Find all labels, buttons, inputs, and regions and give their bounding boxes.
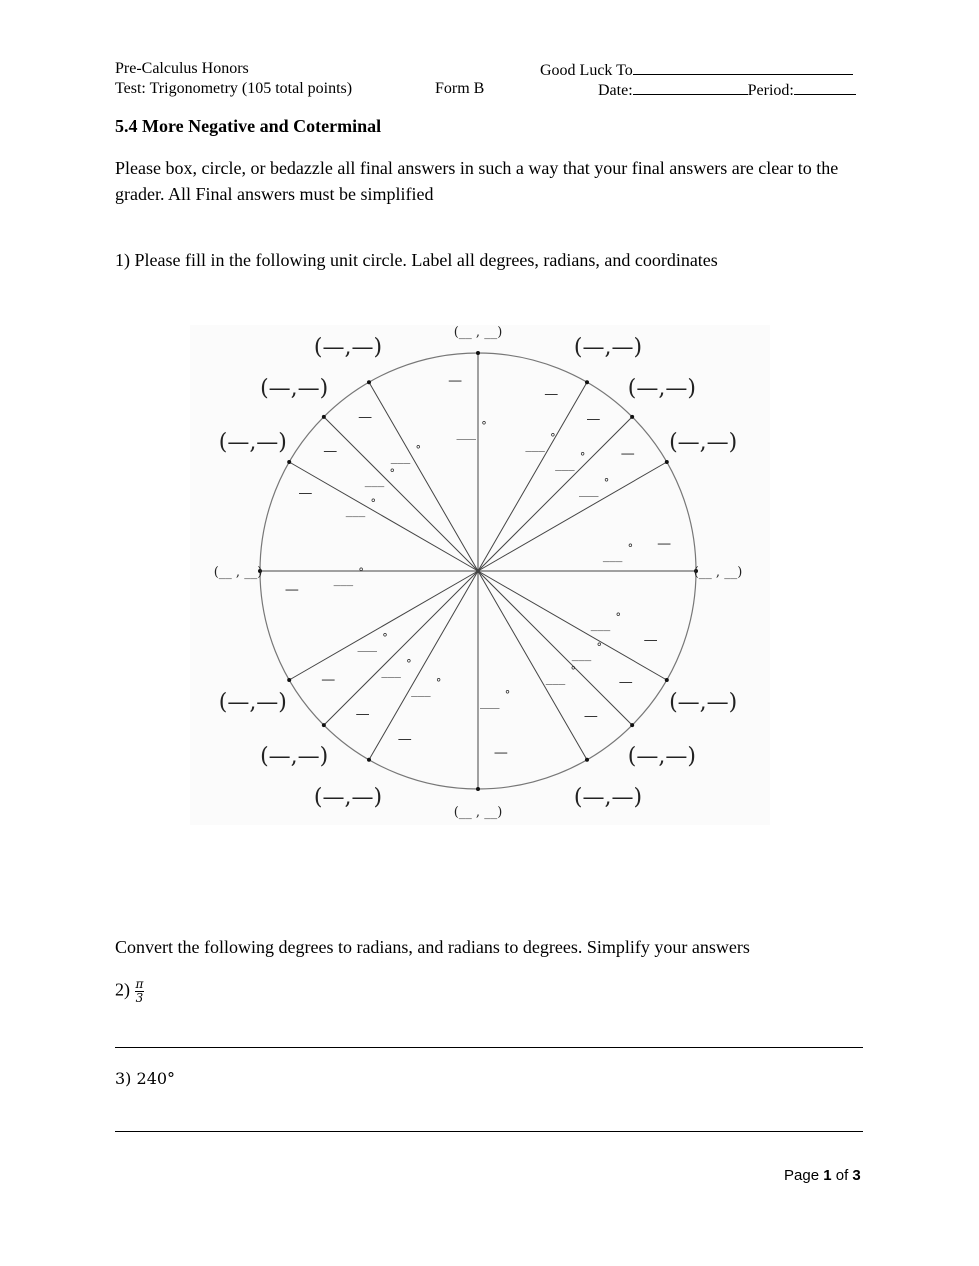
radian-blank-180: — — [284, 581, 299, 598]
degree-blank-0: ___ — [602, 548, 623, 564]
answer-line-3[interactable] — [115, 1131, 863, 1132]
coordinate-label-270: (__ , __) — [453, 805, 503, 820]
question-1: 1) Please fill in the following unit circle. Label all degrees, radians, and coordinates — [115, 250, 718, 270]
fraction-numerator: π — [135, 977, 144, 991]
degree-symbol-210: ° — [382, 631, 388, 645]
radian-blank-210: — — [321, 671, 336, 688]
radian-blank-45: — — [586, 411, 601, 428]
date-blank[interactable] — [633, 79, 748, 95]
period-blank[interactable] — [794, 79, 856, 95]
circle-point-315 — [630, 723, 634, 727]
degree-blank-150: ___ — [345, 502, 366, 518]
date-period-fields[interactable] — [598, 79, 856, 101]
fraction-denominator: 3 — [135, 991, 144, 1005]
course-title: Pre-Calculus Honors — [115, 60, 249, 77]
coordinate-label-150: (—,—) — [218, 430, 287, 455]
radian-blank-0: — — [657, 536, 672, 553]
good-luck-field[interactable] — [540, 59, 853, 81]
radian-blank-90: — — [448, 372, 463, 389]
pi-over-3-fraction — [135, 978, 145, 1005]
degree-symbol-315: ° — [596, 640, 603, 654]
radian-blank-30: — — [620, 446, 635, 463]
circle-point-300 — [585, 758, 589, 762]
unit-circle-diagram — [190, 325, 770, 825]
page-word: Page — [784, 1167, 820, 1184]
question-3: 3) 240° — [115, 1069, 176, 1088]
radian-blank-120: — — [358, 409, 373, 426]
form-label: Form B — [435, 80, 485, 97]
coordinate-label-135: (—,—) — [260, 376, 329, 402]
coordinate-label-240: (—,—) — [313, 785, 383, 811]
degree-blank-90: ___ — [456, 425, 476, 441]
degree-symbol-120: ° — [415, 443, 421, 457]
coordinate-label-330: (—,—) — [669, 690, 738, 715]
degree-symbol-60: ° — [550, 431, 556, 445]
degree-blank-270: ___ — [480, 694, 500, 710]
degree-blank-210: ___ — [357, 637, 378, 653]
radian-blank-60: — — [544, 386, 559, 403]
radian-blank-270: — — [493, 745, 508, 762]
date-label: Date: — [598, 82, 633, 99]
coordinate-label-45: (—,—) — [627, 376, 696, 402]
degree-symbol-90: ° — [481, 419, 487, 433]
circle-point-60 — [585, 380, 589, 384]
radian-blank-315: — — [618, 674, 633, 691]
degree-symbol-240: ° — [435, 676, 442, 690]
radian-blank-225: — — [355, 706, 370, 723]
coordinate-label-120: (—,—) — [313, 334, 383, 360]
coordinate-label-30: (—,—) — [669, 430, 738, 455]
answer-line-2[interactable] — [115, 1047, 863, 1048]
degree-symbol-150: ° — [370, 496, 377, 510]
degree-blank-240: ___ — [411, 682, 431, 698]
instructions: Please box, circle, or bedazzle all final answers in such a way that your final answers are clear to the grader. All Final answers must be simplified — [115, 158, 839, 204]
coordinate-label-210: (—,—) — [218, 690, 287, 715]
question-2 — [115, 978, 144, 1005]
degree-blank-315: ___ — [571, 646, 592, 662]
question-2-number: 2) — [115, 979, 130, 1000]
radian-blank-330: — — [643, 632, 658, 649]
radian-blank-150: — — [298, 485, 313, 502]
coordinate-label-300: (—,—) — [573, 785, 643, 811]
total-pages: 3 — [852, 1167, 861, 1184]
circle-point-30 — [665, 460, 669, 464]
degree-blank-180: ___ — [333, 571, 354, 587]
current-page: 1 — [823, 1167, 832, 1184]
convert-instructions: Convert the following degrees to radians, and radians to degrees. Simplify your answers — [115, 937, 750, 957]
degree-blank-330: ___ — [590, 617, 611, 633]
circle-point-270 — [476, 787, 480, 791]
degree-blank-60: ___ — [525, 437, 545, 453]
good-luck-label: Good Luck To — [540, 62, 633, 79]
circle-point-225 — [322, 723, 326, 727]
section-title: 5.4 More Negative and Coterminal — [115, 116, 382, 136]
degree-symbol-135: ° — [389, 467, 395, 481]
coordinate-label-180: (__ , __) — [213, 565, 263, 580]
degree-blank-135: ___ — [364, 473, 385, 489]
of-word: of — [835, 1167, 849, 1184]
degree-symbol-0: ° — [627, 542, 634, 556]
circle-point-45 — [630, 415, 634, 419]
circle-point-135 — [322, 415, 326, 419]
degree-symbol-300: ° — [570, 664, 577, 678]
degree-symbol-30: ° — [603, 476, 610, 490]
circle-point-120 — [367, 380, 371, 384]
degree-blank-30: ___ — [578, 482, 599, 498]
degree-symbol-180: ° — [358, 565, 364, 579]
degree-blank-300: ___ — [545, 670, 566, 686]
coordinate-label-60: (—,—) — [573, 334, 643, 360]
circle-point-150 — [287, 460, 291, 464]
degree-symbol-45: ° — [579, 450, 586, 464]
coordinate-label-315: (—,—) — [627, 743, 696, 769]
period-label: Period: — [747, 82, 794, 99]
radian-blank-135: — — [323, 443, 338, 460]
page-number — [784, 1167, 861, 1184]
unit-circle-lines — [258, 351, 698, 791]
circle-point-90 — [476, 351, 480, 355]
degree-symbol-270: ° — [504, 688, 511, 702]
coordinate-label-0: (__ , __) — [693, 565, 743, 580]
degree-symbol-225: ° — [406, 657, 412, 671]
coordinate-label-90: (__ , __) — [453, 325, 503, 340]
circle-point-240 — [367, 758, 371, 762]
circle-point-330 — [665, 678, 669, 682]
coordinate-label-225: (—,—) — [260, 743, 329, 769]
name-blank[interactable] — [633, 59, 853, 75]
radian-blank-300: — — [583, 708, 598, 725]
test-title: Test: Trigonometry (105 total points) — [115, 80, 353, 97]
radian-blank-240: — — [397, 731, 412, 748]
degree-symbol-330: ° — [615, 611, 621, 625]
degree-blank-45: ___ — [555, 456, 575, 472]
degree-blank-120: ___ — [390, 449, 411, 465]
circle-point-210 — [287, 678, 291, 682]
degree-blank-225: ___ — [381, 663, 401, 679]
